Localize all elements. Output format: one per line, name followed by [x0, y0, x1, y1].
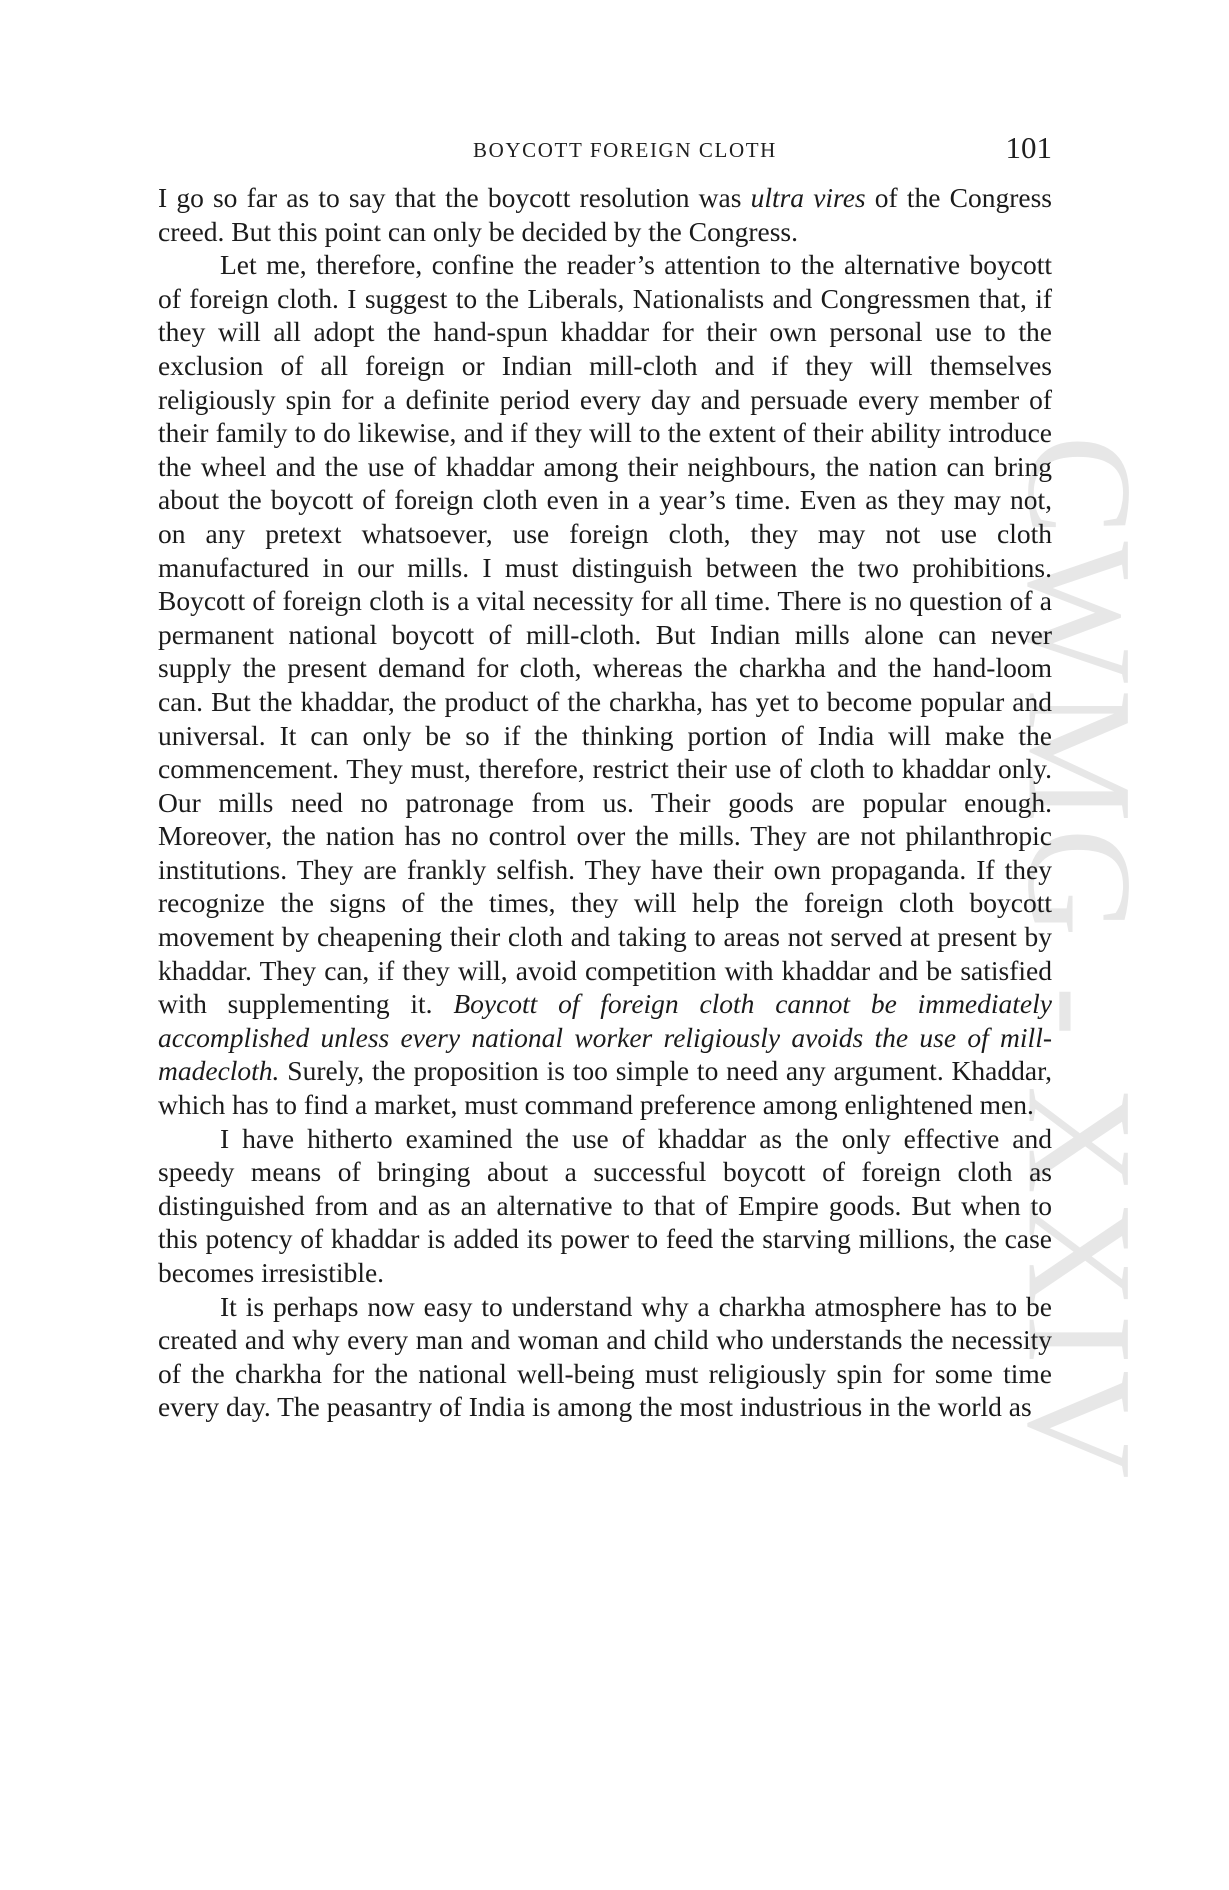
paragraph-4 — [158, 1290, 1052, 1424]
text-run: Let me, therefore, confine the reader’s attention to the alternative boycott of foreign cloth. I suggest to the Liberals, Nationalists and Congressmen that, if they will all adopt the hand-spun khaddar for their own personal use to the exclusion of all foreign or Indian mill-cloth and if they will themselves religiously spin for a definite period every day and persuade every member of their family to do likewise, and if they will to the extent of their ability introduce the wheel and the use of khaddar among their neighbours, the nation can bring about the boycott of foreign cloth even in a year’s time. Even as they may not, on any pretext whatsoever, use foreign cloth, they may not use cloth manufactured in our mills. I must distinguish between the two prohibitions. Boycott of foreign cloth is a vital necessity for all time. There is no question of a permanent national boycott of mill-cloth. But Indian mills alone can never supply the present demand for cloth, whereas the charkha and the hand-loom can. But the khaddar, the product of the charkha, has yet to become popular and universal. It can only be so if the thinking portion of India will make the commencement. They must, therefore, restrict their use of cloth to khaddar only. Our mills need no patronage from us. Their goods are popular enough. Moreover, the nation has no control over the mills. They are not philanthropic institutions. They are frankly selfish. They have their own propaganda. If they recognize the signs of the times, they will help the foreign cloth boycott movement by cheapening their cloth and taking to areas not served at present by khaddar. They can, if they will, avoid competition with khaddar and be satisfied with supplementing it. — [158, 249, 1052, 1020]
text-run: I have hitherto examined the use of khaddar as the only effective and speedy means of bringing about a successful boycott of foreign cloth as distinguished from and as an alternative to that of Empire goods. But when to this potency of khaddar is added its power to feed the starving millions, the case becomes irresistible. — [158, 1122, 1052, 1288]
paragraph-2 — [158, 248, 1052, 1121]
italic-phrase: ultra vires — [750, 182, 866, 213]
running-head — [158, 130, 1052, 170]
running-title: BOYCOTT FOREIGN CLOTH — [473, 138, 777, 162]
paragraph-3 — [158, 1122, 1052, 1290]
italic-sentence: Boycott of foreign cloth cannot be immediately accomplished unless every national worker religiously avoids the use of mill-madecloth. — [158, 988, 1052, 1087]
text-run: of the Congress creed. But this point can only be decided by the Congress. — [158, 182, 1052, 247]
text-run: I go so far as to say that the boycott resolution was — [158, 182, 751, 213]
text-run: It is perhaps now easy to understand why a charkha atmosphere has to be created and why every man and woman and child who understands the necessity of the charkha for the national well-being must religiously spin for some time every day. The peasantry of India is among the most industrious in the world as — [158, 1290, 1052, 1423]
text-run: Surely, the proposition is too simple to need any argument. Khaddar, which has to find a market, must command preference among enlightened men. — [158, 1055, 1052, 1121]
body-text — [158, 181, 1052, 1424]
paragraph-1 — [158, 181, 1052, 248]
watermark-text: CWMG - XXIV — [997, 435, 1164, 1485]
page-number: 101 — [1005, 130, 1052, 165]
